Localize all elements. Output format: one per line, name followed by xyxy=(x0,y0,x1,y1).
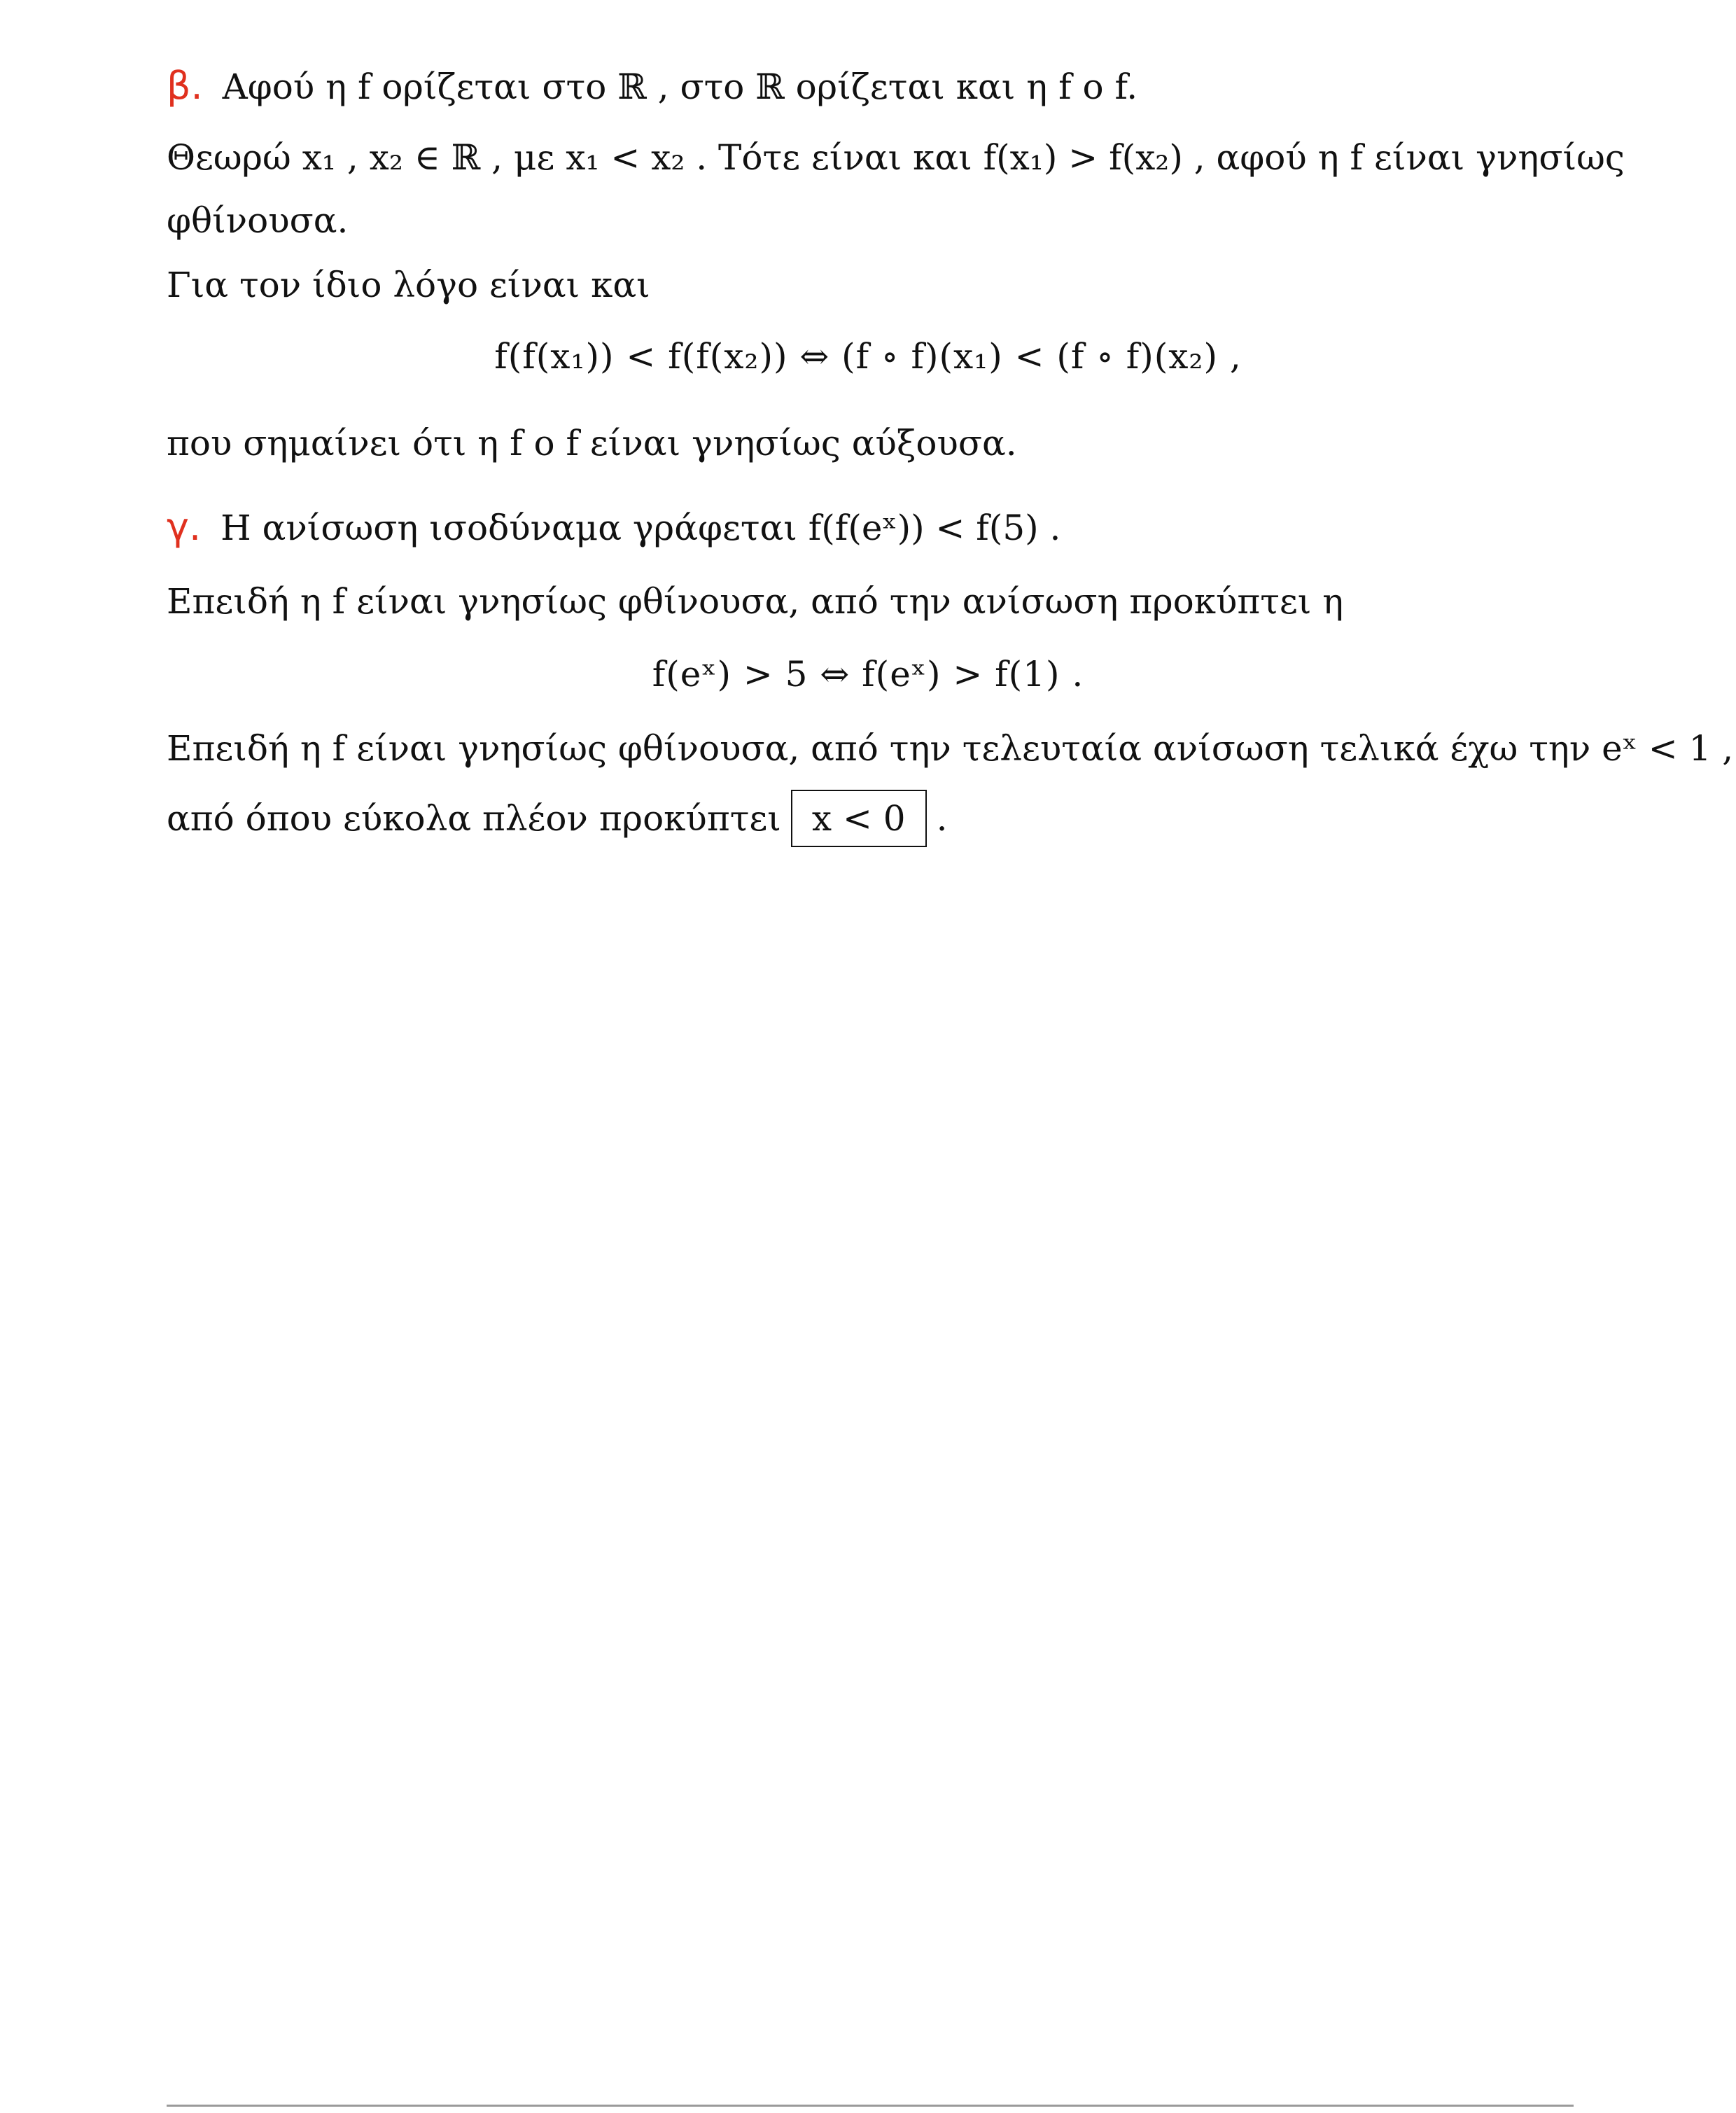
part-b-line-4: Για τον ίδιο λόγο είναι και xyxy=(167,265,650,305)
part-c-text-1: Η ανίσωση ισοδύναμα γράφεται f(f(eˣ)) < f(5) . xyxy=(220,508,1061,548)
part-c-label: γ. xyxy=(167,505,202,549)
result-box: x < 0 xyxy=(791,790,927,847)
part-c-line-1 xyxy=(167,505,1061,549)
part-b-line-1 xyxy=(167,64,1138,108)
part-c-line-3: Επειδή η f είναι γνησίως φθίνουσα, από την τελευταία ανίσωση τελικά έχω την eˣ < 1 , xyxy=(167,728,1734,769)
part-b-label: β. xyxy=(167,64,203,108)
part-c-equation: f(eˣ) > 5 ⇔ f(eˣ) > f(1) . xyxy=(652,654,1084,695)
part-c-line-4-prefix: από όπου εύκολα πλέον προκύπτει xyxy=(167,798,781,839)
part-c-line-4-suffix: . xyxy=(936,798,948,839)
part-b-line-2: Θεωρώ x₁ , x₂ ∈ ℝ , με x₁ < x₂ . Τότε είναι και f(x₁) > f(x₂) , αφού η f είναι γνησίως xyxy=(167,137,1625,178)
part-b-line-5: που σημαίνει ότι η f ο f είναι γνησίως αύξουσα. xyxy=(167,423,1017,463)
part-b-text-1: Αφού η f ορίζεται στο ℝ , στο ℝ ορίζεται και η f ο f. xyxy=(222,67,1138,107)
part-c-line-2: Επειδή η f είναι γνησίως φθίνουσα, από την ανίσωση προκύπτει η xyxy=(167,581,1344,622)
part-c-line-4 xyxy=(167,790,947,847)
footer-rule xyxy=(167,2105,1574,2107)
part-b-line-3: φθίνουσα. xyxy=(167,200,349,241)
part-b-equation: f(f(x₁)) < f(f(x₂)) ⇔ (f ∘ f)(x₁) < (f ∘ f)(x₂) , xyxy=(494,336,1242,377)
